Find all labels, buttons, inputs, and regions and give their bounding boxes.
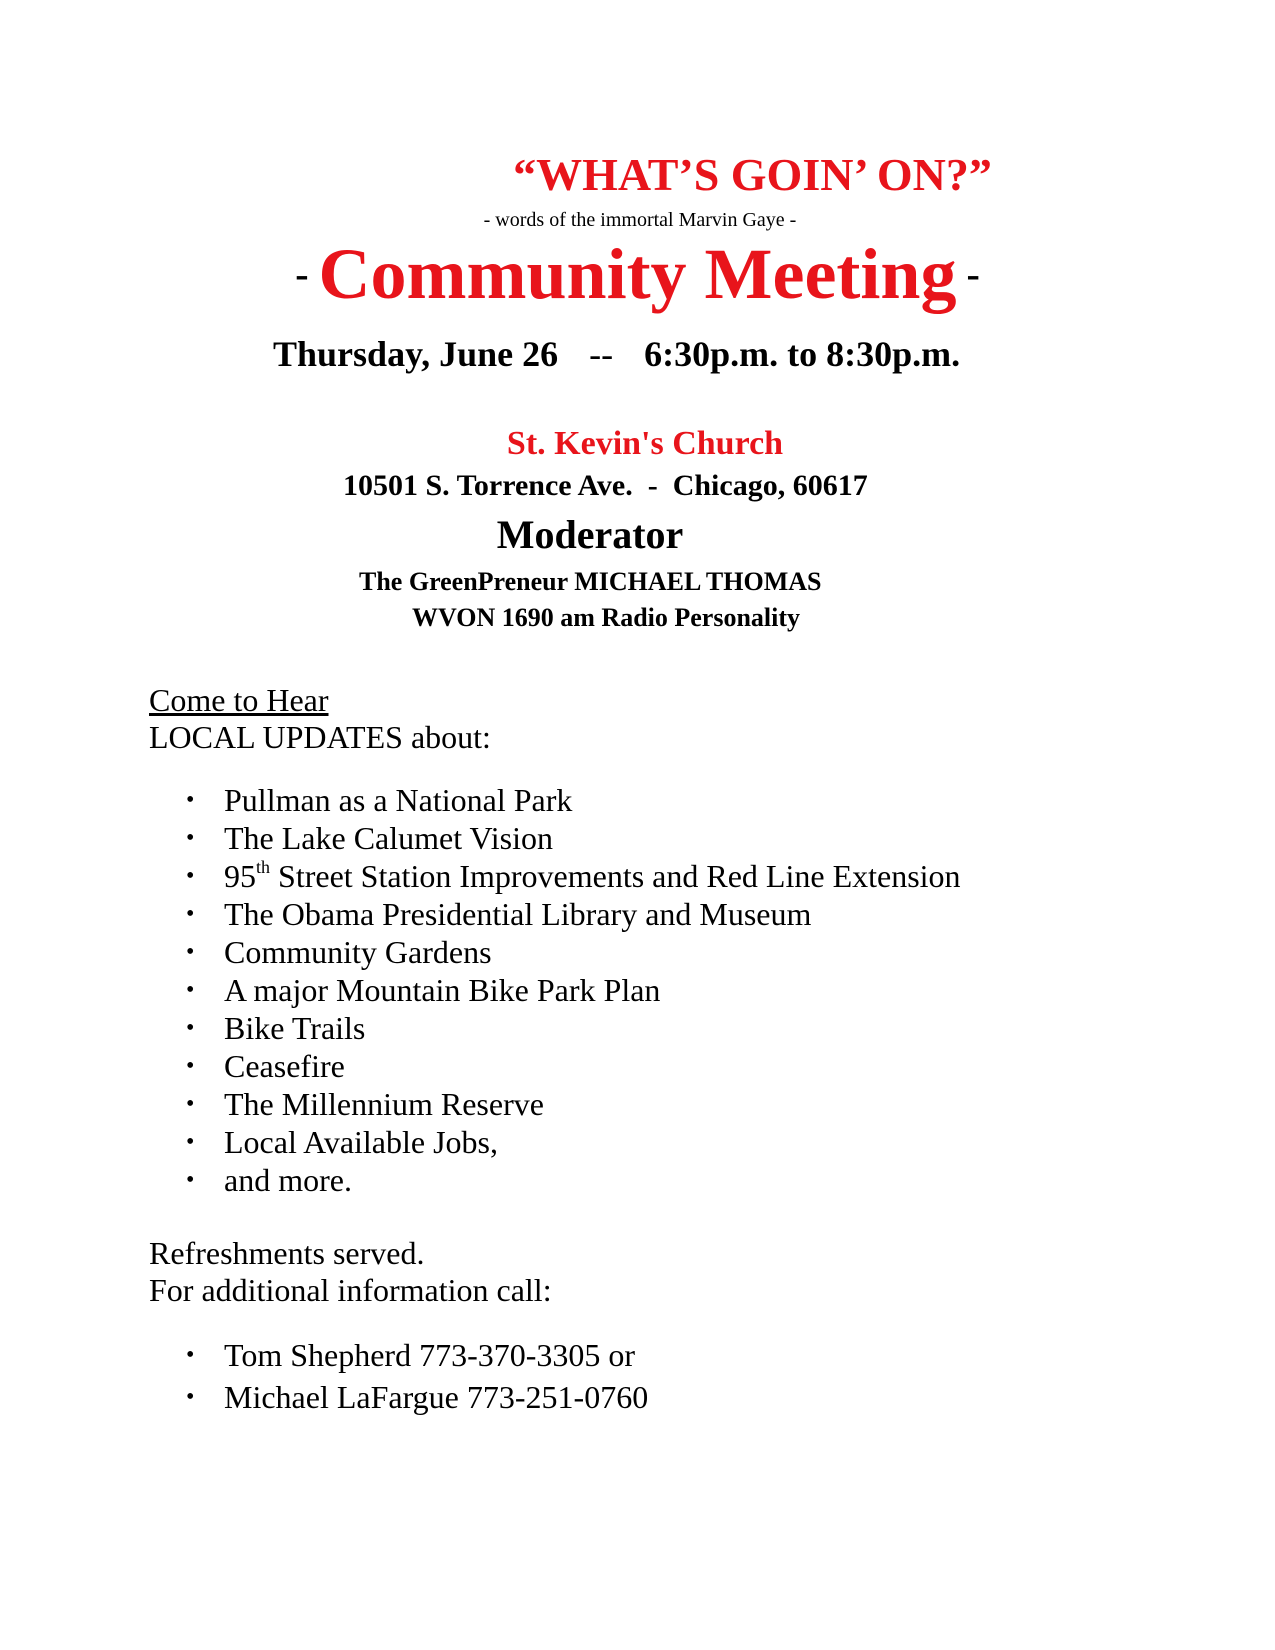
flyer-subtitle: - words of the immortal Marvin Gaye -: [483, 209, 797, 231]
bullet-icon: •: [186, 1129, 195, 1155]
event-date: Thursday, June 26: [273, 334, 559, 374]
list-item: [0, 1161, 961, 1199]
venue-name: St. Kevin's Church: [506, 425, 784, 462]
updates-list: [0, 781, 961, 1199]
bullet-icon: •: [186, 1342, 195, 1368]
list-item-text: Bike Trails: [224, 1010, 366, 1046]
refreshments-note: Refreshments served.: [149, 1235, 425, 1271]
list-item-text: Local Available Jobs,: [224, 1124, 498, 1160]
list-item-text: A major Mountain Bike Park Plan: [224, 972, 661, 1008]
local-updates-label: LOCAL UPDATES about:: [149, 719, 491, 755]
headline-dash-left: -: [295, 251, 309, 297]
list-item-text-rest: Street Station Improvements and Red Line Extension: [270, 858, 961, 894]
list-item-text: Community Gardens: [224, 934, 492, 970]
list-item: [0, 933, 961, 971]
headline-text: Community Meeting: [318, 234, 957, 315]
contact-item: [0, 1376, 648, 1418]
bullet-icon: •: [186, 1384, 195, 1410]
list-item: [0, 781, 961, 819]
list-item: [0, 1047, 961, 1085]
list-item: [0, 857, 961, 895]
bullet-icon: •: [186, 1167, 195, 1193]
list-item-text: The Millennium Reserve: [224, 1086, 544, 1122]
list-item: [0, 971, 961, 1009]
list-item-text: Ceasefire: [224, 1048, 345, 1084]
event-datetime: [273, 332, 960, 376]
flyer-title: “WHAT’S GOIN’ ON?”: [513, 149, 992, 200]
bullet-icon: •: [186, 825, 195, 851]
moderator-heading: Moderator: [496, 512, 684, 557]
bullet-icon: •: [186, 1015, 195, 1041]
headline-dash-right: -: [966, 251, 980, 297]
list-item: [0, 895, 961, 933]
contact-text: Tom Shepherd 773-370-3305 or: [224, 1337, 636, 1373]
bullet-icon: •: [186, 787, 195, 813]
bullet-icon: •: [186, 977, 195, 1003]
event-time: 6:30p.m. to 8:30p.m.: [644, 334, 961, 374]
bullet-icon: •: [186, 863, 195, 889]
contact-item: [0, 1334, 648, 1376]
contact-text: Michael LaFargue 773-251-0760: [224, 1379, 649, 1415]
contacts-list: [0, 1334, 648, 1418]
list-item: [0, 1009, 961, 1047]
bullet-icon: •: [186, 1091, 195, 1117]
list-item-text: The Lake Calumet Vision: [224, 820, 553, 856]
list-item-text: The Obama Presidential Library and Museum: [224, 896, 812, 932]
list-item-text: Pullman as a National Park: [224, 782, 573, 818]
event-separator: --: [589, 334, 614, 374]
come-to-hear-heading: Come to Hear: [149, 682, 329, 718]
list-item: [0, 1085, 961, 1123]
bullet-icon: •: [186, 939, 195, 965]
additional-info-label: For additional information call:: [149, 1272, 552, 1308]
list-item: [0, 819, 961, 857]
bullet-icon: •: [186, 1053, 195, 1079]
list-item-text: 95: [224, 858, 256, 894]
list-item: [0, 1123, 961, 1161]
bullet-icon: •: [186, 901, 195, 927]
venue-address: 10501 S. Torrence Ave. - Chicago, 60617: [343, 469, 868, 502]
headline: [0, 232, 1275, 316]
moderator-name: The GreenPreneur MICHAEL THOMAS: [359, 567, 822, 596]
moderator-role: WVON 1690 am Radio Personality: [412, 603, 801, 632]
ordinal-superscript: th: [256, 857, 271, 877]
list-item-text: and more.: [224, 1162, 352, 1198]
